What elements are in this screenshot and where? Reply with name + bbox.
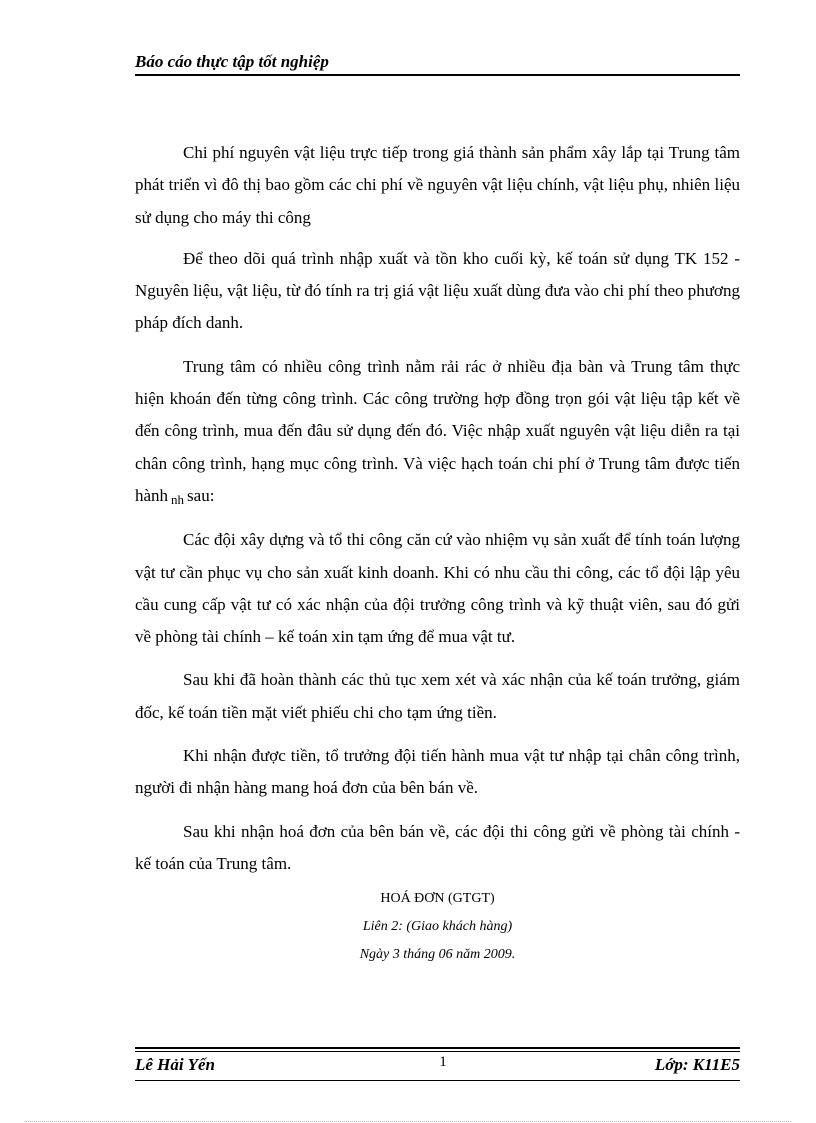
paragraph-3-text: Trung tâm có nhiều công trình nằm rải rác ở nhiều địa bàn và Trung tâm thực hiện khoán đến từng công trình. Các công trường hợp đồng trọn gói vật liệu tập kết về đến công trình, mua đến đâu sử dụng đến đó. Việc nhập xuất nguyên vật liệu diễn ra tại chân công trình, hạng mục công trình. Và việc hạch toán chi phí ở Trung tâm được tiến hành xyxy=(135,356,740,505)
page-number: 1 xyxy=(439,1054,447,1070)
footer-rule-top xyxy=(135,1047,740,1049)
document-body xyxy=(135,137,740,963)
invoice-title: HOÁ ĐƠN (GTGT) xyxy=(380,891,495,907)
header-title: Báo cáo thực tập tốt nghiệp xyxy=(135,52,329,71)
footer-class: Lớp: K11E5 xyxy=(654,1055,740,1074)
paragraph-3-subscript: nh xyxy=(171,491,185,507)
paragraph-3 xyxy=(135,351,740,513)
page-edge-divider xyxy=(25,1121,791,1122)
paragraph-6: Khi nhận được tiền, tổ trưởng đội tiến hành mua vật tư nhập tại chân công trình, người đi nhận hàng mang hoá đơn của bên bán về. xyxy=(135,746,740,798)
paragraph-1: Chi phí nguyên vật liệu trực tiếp trong giá thành sản phẩm xây lắp tại Trung tâm phát triển vì đô thị bao gồm các chi phí về nguyên vật liệu chính, vật liệu phụ, nhiên liệu sử dụng cho máy thi công xyxy=(135,143,740,227)
paragraph-2: Để theo dõi quá trình nhập xuất và tồn kho cuối kỳ, kế toán sử dụng TK 152 - Nguyên liệu, vật liệu, từ đó tính ra trị giá vật liệu xuất dùng đưa vào chi phí theo phương pháp đích danh. xyxy=(135,248,740,333)
paragraph-5: Sau khi đã hoàn thành các thủ tục xem xét và xác nhận của kế toán trưởng, giám đốc, kế toán tiền mặt viết phiếu chi cho tạm ứng tiền. xyxy=(135,670,740,722)
paragraph-4: Các đội xây dựng và tổ thi công căn cứ vào nhiệm vụ sản xuất để tính toán lượng vật tư cần phục vụ cho sản xuất kinh doanh. Khi có nhu cầu thi công, các tổ đội lập yêu cầu cung cấp vật tư có xác nhận của đội trưởng công trình và kỹ thuật viên, sau đó gửi về phòng tài chính – kế toán xin tạm ứng để mua vật tư. xyxy=(135,530,740,647)
page-header xyxy=(135,48,740,76)
footer-rule-bottom xyxy=(135,1080,740,1081)
footer-author: Lê Hải Yến xyxy=(135,1055,215,1074)
invoice-date: Ngày 3 tháng 06 năm 2009. xyxy=(359,947,516,963)
paragraph-7: Sau khi nhận hoá đơn của bên bán về, các đội thi công gửi về phòng tài chính - kế toán của Trung tâm. xyxy=(135,821,740,873)
invoice-copy: Liên 2: (Giao khách hàng) xyxy=(362,919,513,935)
paragraph-3-tail: sau: xyxy=(187,485,215,505)
footer-rule-second xyxy=(135,1051,740,1052)
